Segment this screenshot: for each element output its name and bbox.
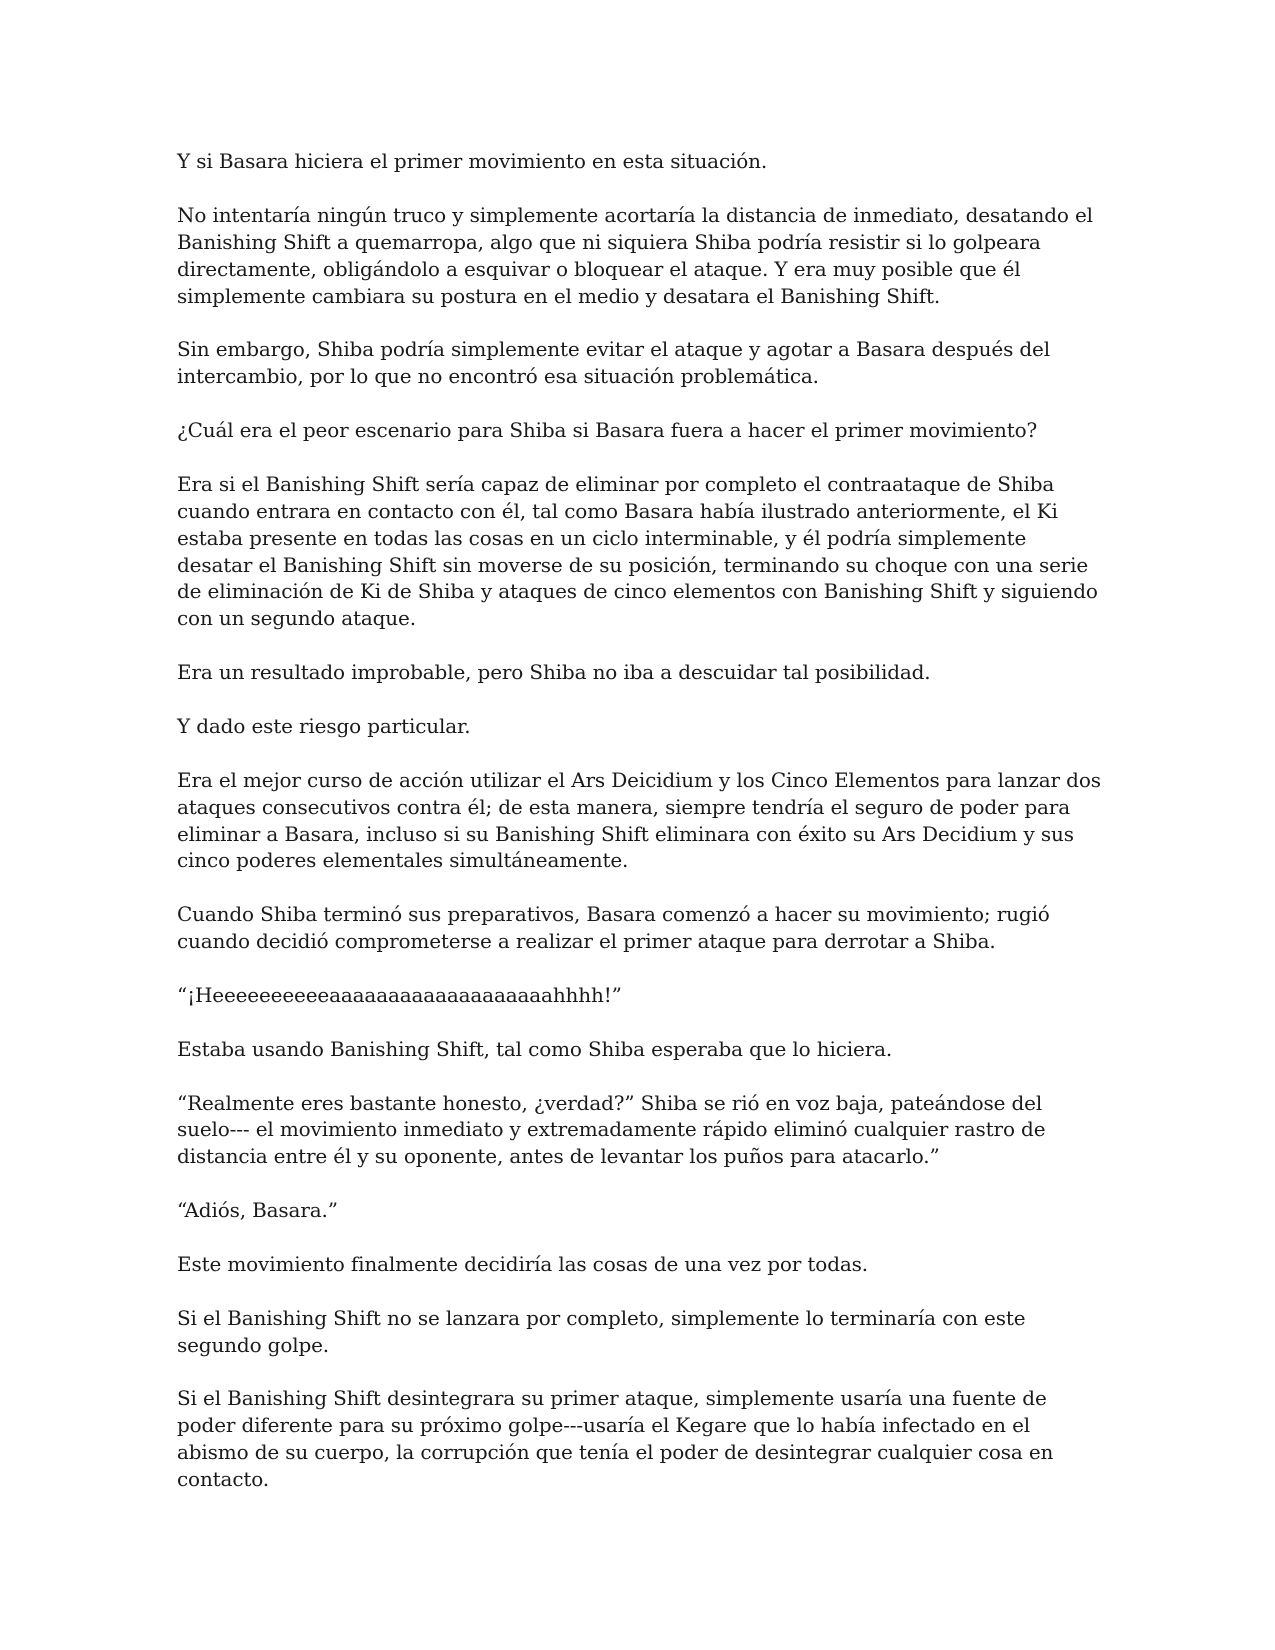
paragraph-10: “¡Heeeeeeeeeeaaaaaaaaaaaaaaaaaaahhhh!” <box>177 982 622 1007</box>
paragraph-15: Si el Banishing Shift no se lanzara por completo, simplemente lo terminaría con este segundo golpe. <box>177 1305 1026 1357</box>
paragraph-2: No intentaría ningún truco y simplemente acortaría la distancia de inmediato, desatando el Banishing Shift a quemarropa, algo que ni siquiera Shiba podría resistir si lo golpeara directamente, obligándolo a esquivar o bloquear el ataque. Y era muy posible que él simplemente cambiara su postura en el medio y desatara el Banishing Shift. <box>177 202 1093 308</box>
paragraph-12: “Realmente eres bastante honesto, ¿verdad?” Shiba se rió en voz baja, pateándose del suelo--- el movimiento inmediato y extremadamente rápido eliminó cualquier rastro de distancia entre él y su oponente, antes de levantar los puños para atacarlo.” <box>177 1090 1046 1169</box>
paragraph-3: Sin embargo, Shiba podría simplemente evitar el ataque y agotar a Basara después del intercambio, por lo que no encontró esa situación problemática. <box>177 337 1050 389</box>
document-page <box>177 148 1107 1520</box>
paragraph-14: Este movimiento finalmente decidiría las cosas de una vez por todas. <box>177 1251 868 1276</box>
paragraph-5: Era si el Banishing Shift sería capaz de eliminar por completo el contraataque de Shiba cuando entrara en contacto con él, tal como Basara había ilustrado anteriormente, el Ki estaba presente en todas las cosas en un ciclo interminable, y él podría simplemente desatar el Banishing Shift sin moverse de su posición, terminando su choque con una serie de eliminación de Ki de Shiba y ataques de cinco elementos con Banishing Shift y siguiendo con un segundo ataque. <box>177 471 1098 631</box>
paragraph-1: Y si Basara hiciera el primer movimiento en esta situación. <box>177 149 768 173</box>
paragraph-13: “Adiós, Basara.” <box>177 1198 338 1223</box>
paragraph-11: Estaba usando Banishing Shift, tal como Shiba esperaba que lo hiciera. <box>177 1036 893 1061</box>
paragraph-8: Era el mejor curso de acción utilizar el Ars Deicidium y los Cinco Elementos para lanzar dos ataques consecutivos contra él; de esta manera, siempre tendría el seguro de poder para eliminar a Basara, incluso si su Banishing Shift eliminara con éxito su Ars Decidium y sus cinco poderes elementales simultáneamente. <box>177 767 1101 873</box>
paragraph-16: Si el Banishing Shift desintegrara su primer ataque, simplemente usaría una fuente de poder diferente para su próximo golpe---usaría el Kegare que lo había infectado en el abismo de su cuerpo, la corrupción que tenía el poder de desintegrar cualquier cosa en contacto. <box>177 1386 1054 1492</box>
paragraph-9: Cuando Shiba terminó sus preparativos, Basara comenzó a hacer su movimiento; rugió cuando decidió comprometerse a realizar el primer ataque para derrotar a Shiba. <box>177 902 1050 954</box>
paragraph-4: ¿Cuál era el peor escenario para Shiba si Basara fuera a hacer el primer movimiento? <box>177 418 1038 443</box>
paragraph-6: Era un resultado improbable, pero Shiba no iba a descuidar tal posibilidad. <box>177 660 931 685</box>
paragraph-7: Y dado este riesgo particular. <box>177 713 471 738</box>
